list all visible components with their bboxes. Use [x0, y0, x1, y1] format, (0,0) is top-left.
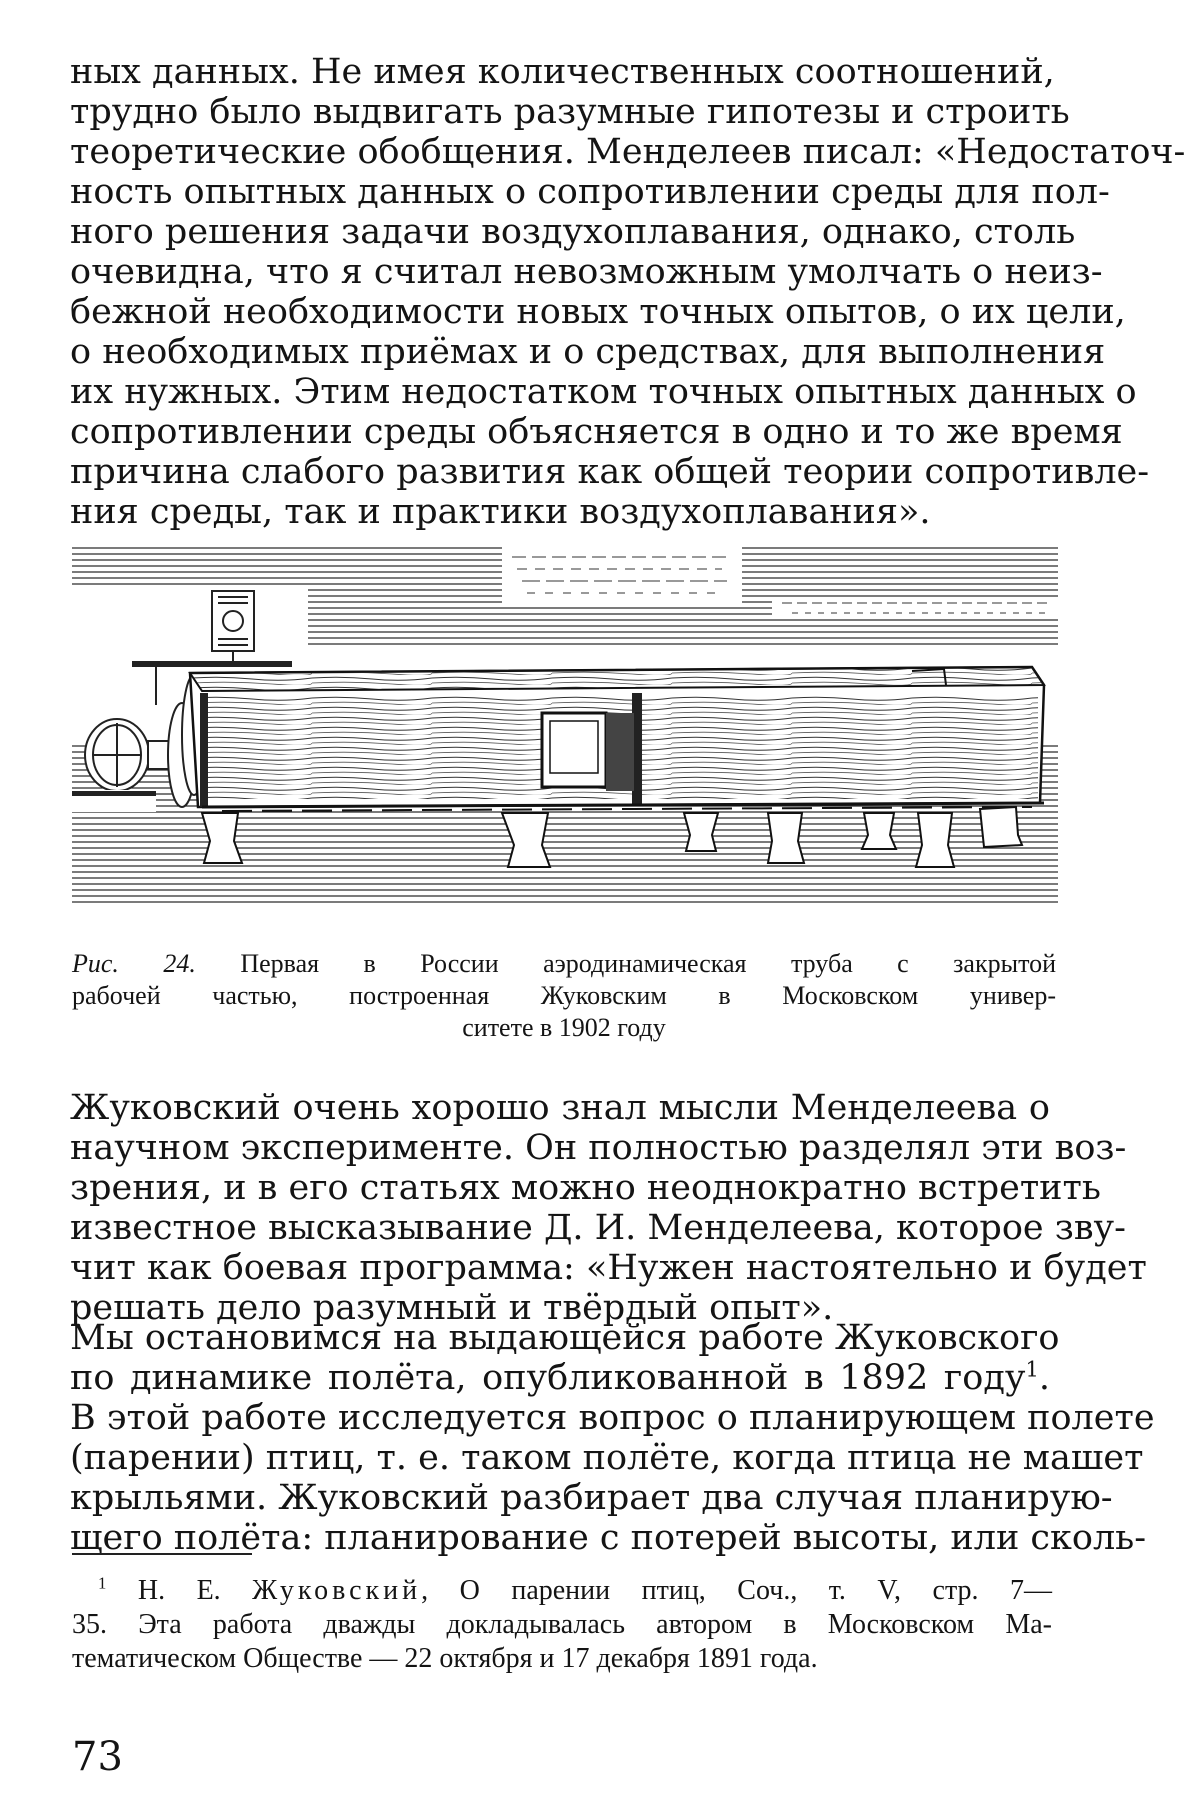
footnote: [72, 1574, 1052, 1676]
footnote-line-3: тематическом Обществе — 22 октября и 17 декабря 1891 года.: [72, 1643, 818, 1674]
page-number: 73: [72, 1734, 123, 1780]
text-line: ного решения задачи воздухоплавания, однако, столь: [70, 212, 1076, 252]
paragraph-3: [70, 1318, 1155, 1558]
caption-line-3: ситете в 1902 году: [462, 1013, 666, 1042]
paragraph-2: [70, 1088, 1147, 1328]
text-segment: по динамике полёта, опубликованной в 1892 году: [70, 1358, 1026, 1398]
wind-tunnel-illustration: [72, 545, 1058, 905]
text-line: крыльями. Жуковский разбирает два случая планирую-: [70, 1478, 1113, 1518]
footnote-line-2: 35. Эта работа дважды докладывалась автором в Московском Ма-: [72, 1609, 1052, 1640]
text-line: чит как боевая программа: «Нужен настоятельно и будет: [70, 1248, 1147, 1288]
footnote-text: , О парении птиц, Соч., т. V, стр. 7—: [421, 1575, 1052, 1606]
text-line: Жуковский очень хорошо знал мысли Менделеева о: [70, 1088, 1050, 1128]
caption-text: Первая в России аэродинамическая труба с закрытой: [240, 949, 1057, 978]
footnote-author: Жуковский: [252, 1575, 422, 1606]
text-line: их нужных. Этим недостатком точных опытных данных о: [70, 372, 1137, 412]
text-line: Мы остановимся на выдающейся работе Жуковского: [70, 1318, 1060, 1358]
text-line: известное высказывание Д. И. Менделеева, которое зву-: [70, 1208, 1126, 1248]
footnote-reference[interactable]: 1: [1025, 1357, 1039, 1382]
footnote-separator: [72, 1553, 252, 1555]
text-line: В этой работе исследуется вопрос о планирующем полете: [70, 1398, 1155, 1438]
text-line: научном эксперименте. Он полностью разделял эти воз-: [70, 1128, 1127, 1168]
text-line: теоретические обобщения. Менделеев писал: «Недостаточ-: [70, 132, 1185, 172]
caption-line-1: [72, 948, 1056, 980]
wind-tunnel-engraving: [72, 545, 1058, 905]
figure-caption: [72, 948, 1056, 1044]
text-line: (парении) птиц, т. е. таком полёте, когда птица не машет: [70, 1438, 1144, 1478]
text-line: о необходимых приёмах и о средствах, для выполнения: [70, 332, 1106, 372]
paragraph-1: [70, 52, 1185, 532]
caption-label: Рис. 24.: [72, 949, 196, 978]
text-line: зрения, и в его статьях можно неоднократно встретить: [70, 1168, 1101, 1208]
text-line: [70, 1358, 1050, 1398]
text-line: ность опытных данных о сопротивлении среды для пол-: [70, 172, 1110, 212]
text-line: очевидна, что я считал невозможным умолчать о неиз-: [70, 252, 1103, 292]
text-line: щего полёта: планирование с потерей высоты, или сколь-: [70, 1518, 1147, 1558]
text-line: бежной необходимости новых точных опытов, о их цели,: [70, 292, 1126, 332]
text-line: сопротивлении среды объясняется в одно и то же время: [70, 412, 1123, 452]
footnote-marker: 1: [98, 1573, 107, 1593]
caption-line-2: рабочей частью, построенная Жуковским в Московском универ-: [72, 981, 1056, 1010]
text-line: ния среды, так и практики воздухоплавания».: [70, 492, 931, 532]
text-line: причина слабого развития как общей теории сопротивле-: [70, 452, 1150, 492]
text-line: ных данных. Не имея количественных соотношений,: [70, 52, 1055, 92]
text-line: решать дело разумный и твёрдый опыт».: [70, 1288, 834, 1328]
footnote-line-1: [72, 1574, 1052, 1608]
footnote-initials: Н. Е.: [137, 1575, 221, 1606]
text-line: трудно было выдвигать разумные гипотезы и строить: [70, 92, 1070, 132]
text-segment: .: [1038, 1358, 1050, 1398]
